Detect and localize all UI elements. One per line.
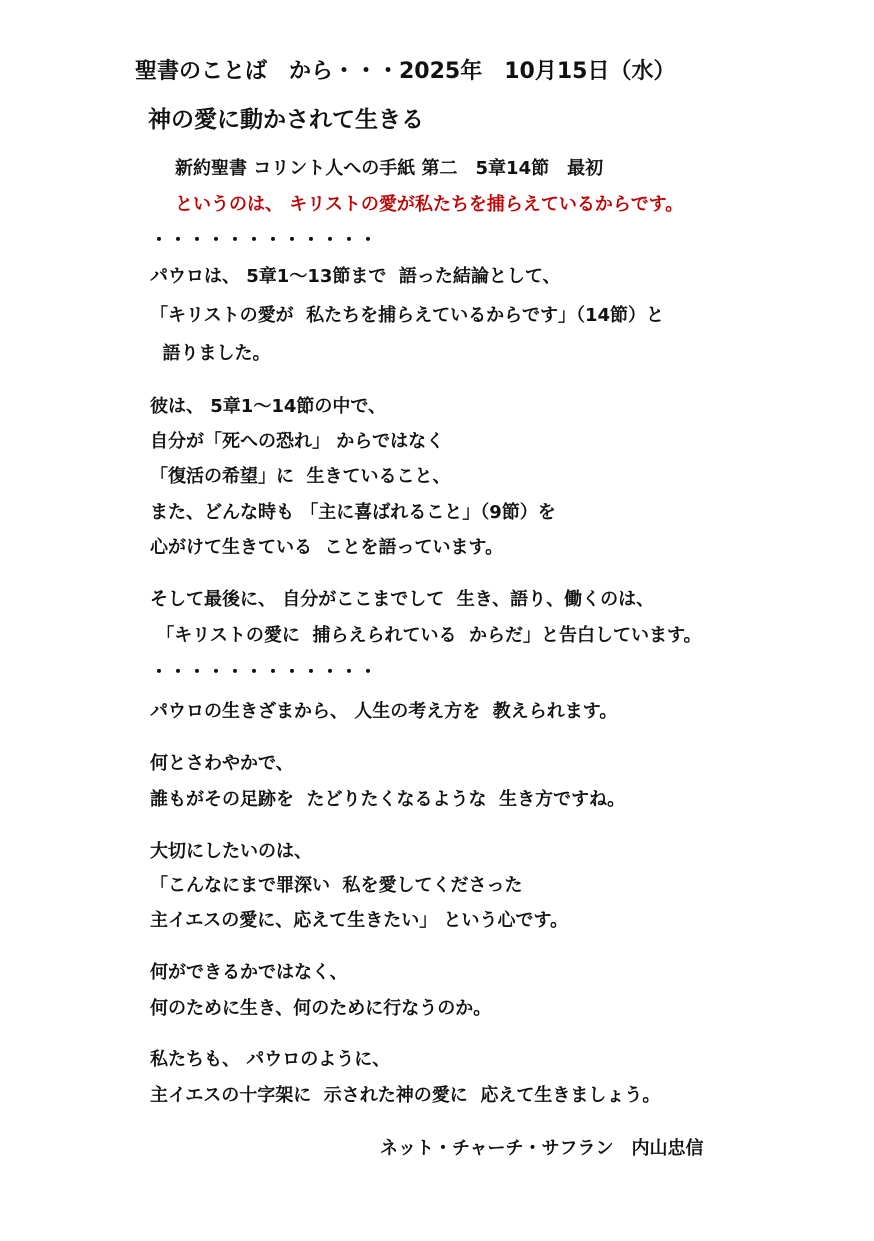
body-line: 自分が「死への恐れ」 からではなく (150, 431, 445, 452)
body-line: 誰もがその足跡を たどりたくなるような 生き方ですね。 (150, 789, 626, 810)
body-line: また、どんな時も 「主に喜ばれること」（9節）を (150, 502, 556, 523)
body-line: 私たちも、 パウロのように、 (150, 1049, 391, 1070)
body-line: パウロの生きざまから、 人生の考え方を 教えられます。 (150, 701, 618, 722)
body-line: 何のために生き、何のために行なうのか。 (150, 998, 492, 1019)
scripture-reference: 新約聖書 コリント人への手紙 第二 5章14節 最初 (175, 158, 604, 179)
body-line: 大切にしたいのは、 (150, 841, 312, 862)
separator-dots: ・・・・・・・・・・・・ (150, 662, 378, 683)
body-line: 主イエスの十字架に 示された神の愛に 応えて生きましょう。 (150, 1085, 661, 1106)
signature: ネット・チャーチ・サフラン 内山忠信 (380, 1138, 704, 1159)
body-line: 「こんなにまで罪深い 私を愛してくださった (150, 875, 523, 896)
body-line: 何とさわやかで、 (150, 753, 294, 774)
body-line: 心がけて生きている ことを語っています。 (150, 537, 504, 558)
body-line: 語りました。 (150, 343, 271, 364)
separator-dots: ・・・・・・・・・・・・ (150, 230, 378, 251)
body-line: 「キリストの愛が 私たちを捕らえているからです」（14節）と (150, 305, 665, 326)
body-line: そして最後に、 自分がここまでして 生き、語り、働くのは、 (150, 589, 655, 610)
body-line: 何ができるかではなく、 (150, 962, 348, 983)
body-line: 主イエスの愛に、応えて生きたい」 という心です。 (150, 910, 569, 931)
body-line: 「キリストの愛に 捕らえられている からだ」と告白しています。 (150, 625, 702, 646)
scripture-verse: というのは、 キリストの愛が私たちを捕らえているからです。 (175, 194, 684, 215)
body-line: 「復活の希望」に 生きていること、 (150, 466, 451, 487)
page-header: 聖書のことば から・・・2025年 10月15日（水） (135, 59, 676, 84)
body-line: 彼は、 5章1～14節の中で、 (150, 396, 387, 417)
body-line: パウロは、 5章1～13節まで 語った結論として、 (150, 266, 561, 287)
page-title: 神の愛に動かされて生きる (148, 107, 424, 133)
